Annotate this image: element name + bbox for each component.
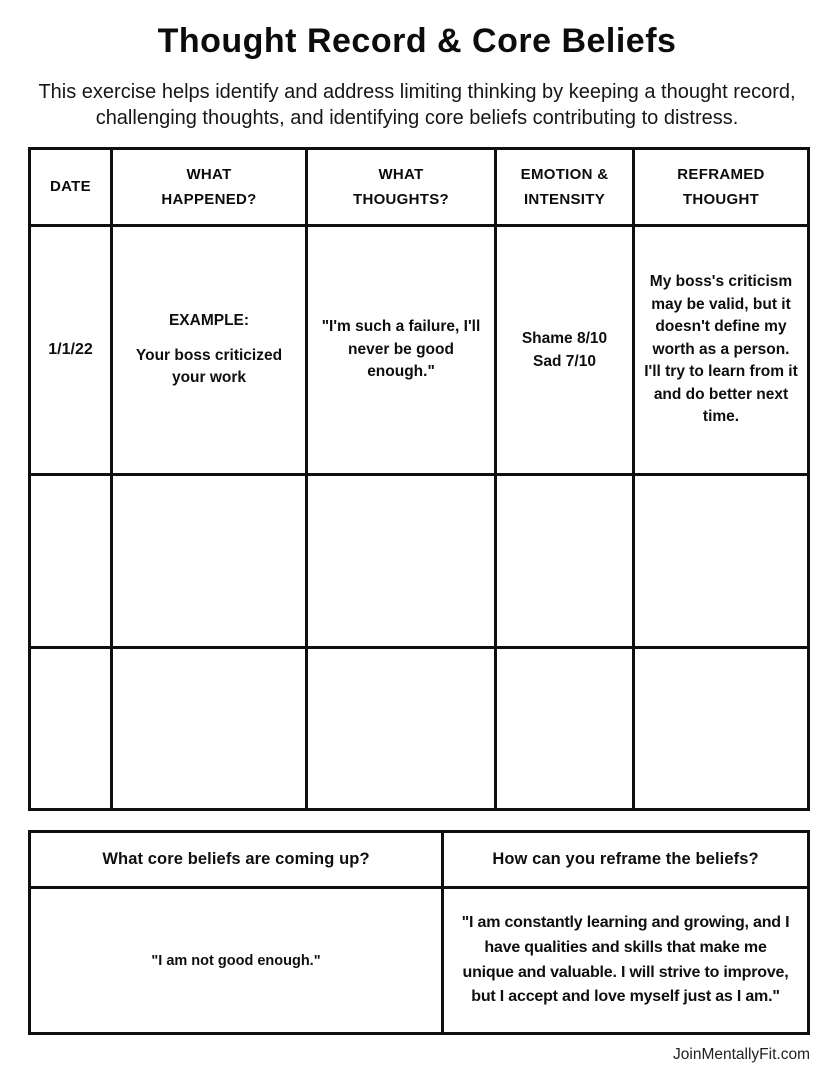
thought-record-table <box>28 147 810 811</box>
beliefs-table-header-row <box>30 832 809 888</box>
page-title: Thought Record & Core Beliefs <box>157 22 677 60</box>
blank-what-happened-cell <box>112 475 307 648</box>
blank-what-thoughts-cell <box>307 648 496 810</box>
blank-record-row <box>30 475 809 648</box>
blank-emotion-cell <box>496 648 634 810</box>
example-row <box>30 226 809 475</box>
record-table-header-row <box>30 149 809 226</box>
blank-what-happened-cell <box>112 648 307 810</box>
column-header-what-thoughts: WHAT THOUGHTS? <box>307 149 496 226</box>
column-header-reframed-thought: REFRAMED THOUGHT <box>634 149 809 226</box>
footer-url: JoinMentallyFit.com <box>673 1046 810 1063</box>
example-date-cell: 1/1/22 <box>30 226 112 475</box>
column-header-core-beliefs: What core beliefs are coming up? <box>30 832 443 888</box>
example-emotion-cell <box>496 226 634 475</box>
example-what-happened-text: Your boss criticized your work <box>135 346 283 387</box>
blank-reframed-thought-cell <box>634 648 809 810</box>
emotion-line: Shame 8/10 <box>521 329 608 347</box>
reframed-belief-cell: "I am constantly learning and growing, and I have qualities and skills that make me unique and valuable. I will strive to improve, but I accept and love myself just as I am." <box>443 888 809 1034</box>
blank-reframed-thought-cell <box>634 475 809 648</box>
blank-what-thoughts-cell <box>307 475 496 648</box>
intro-text: This exercise helps identify and address limiting thinking by keeping a thought record, challenging thoughts, and identifying core beliefs contributing to distress. <box>38 81 796 129</box>
core-beliefs-table <box>28 830 810 1035</box>
emotion-line: Sad 7/10 <box>533 353 596 370</box>
blank-date-cell <box>30 648 112 810</box>
column-header-what-happened: WHAT HAPPENED? <box>112 149 307 226</box>
example-reframed-thought-cell: My boss's criticism may be valid, but it doesn't define my worth as a person. I'll try to learn from it and do better next time. <box>634 226 809 475</box>
example-what-thoughts-cell: "I'm such a failure, I'll never be good enough." <box>307 226 496 475</box>
column-header-emotion-intensity: EMOTION & INTENSITY <box>496 149 634 226</box>
column-header-date: DATE <box>30 149 112 226</box>
blank-date-cell <box>30 475 112 648</box>
example-what-happened-cell <box>112 226 307 475</box>
blank-emotion-cell <box>496 475 634 648</box>
example-label: EXAMPLE: <box>168 312 250 330</box>
blank-record-row <box>30 648 809 810</box>
beliefs-row <box>30 888 809 1034</box>
core-belief-cell: "I am not good enough." <box>30 888 443 1034</box>
column-header-reframe-beliefs: How can you reframe the beliefs? <box>443 832 809 888</box>
